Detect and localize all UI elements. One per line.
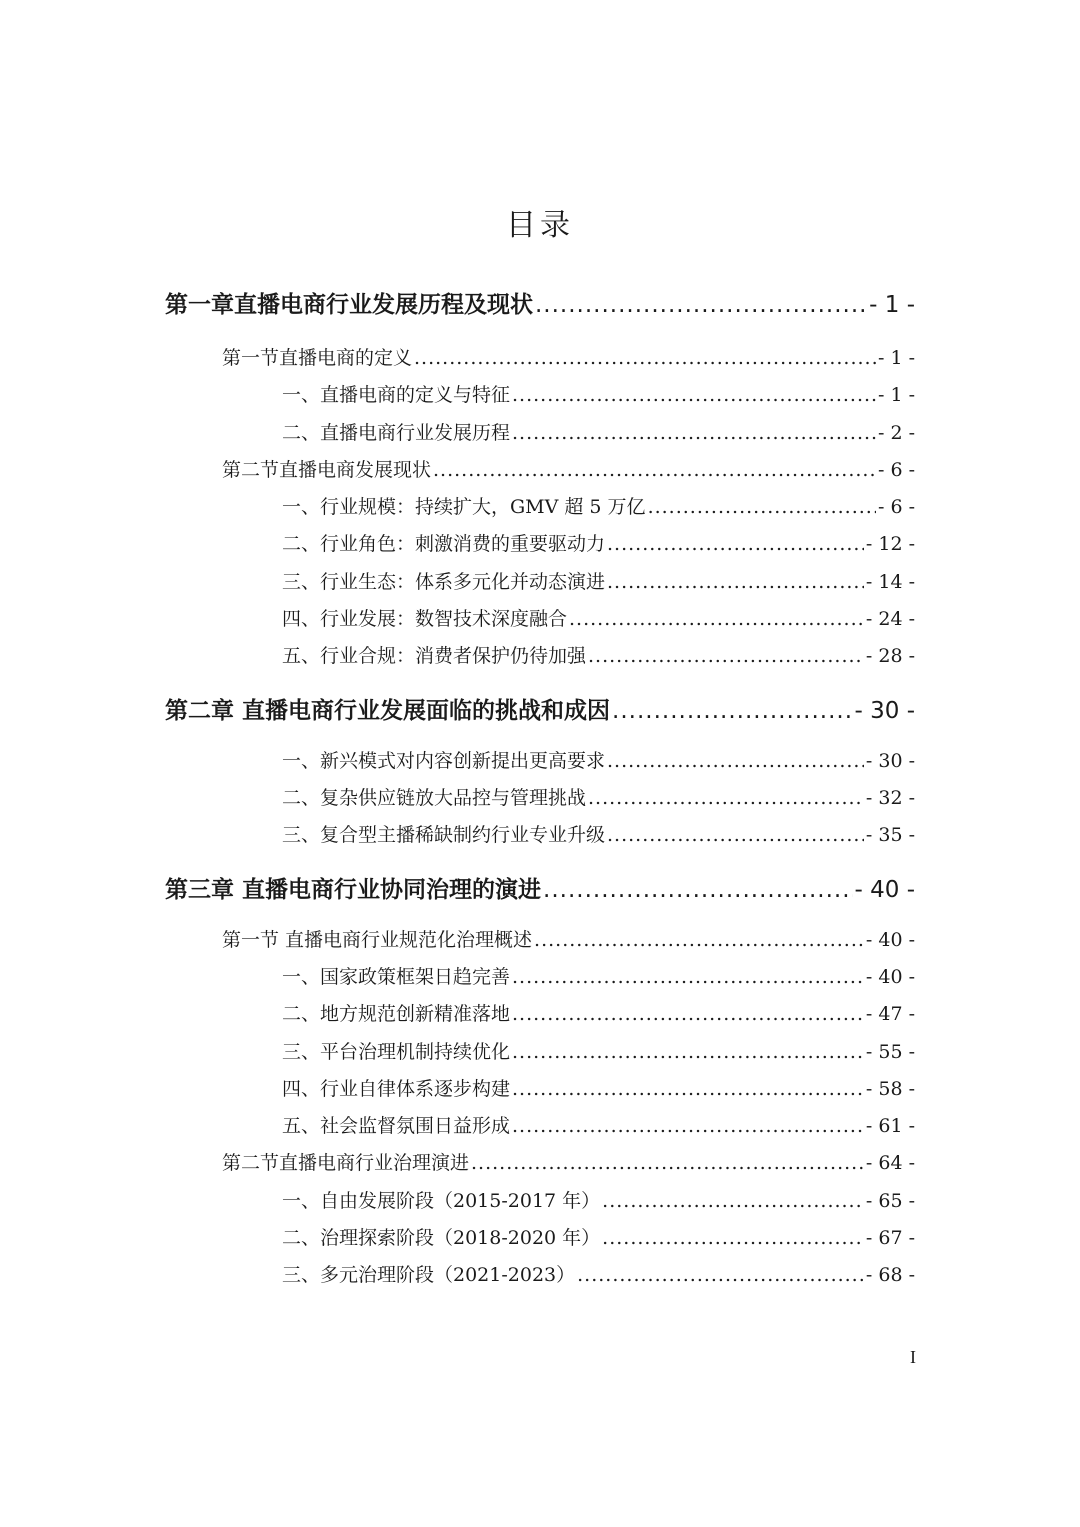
dot-leader [512, 1003, 864, 1025]
dot-leader [512, 1041, 864, 1063]
toc-section-entry[interactable] [222, 925, 915, 952]
toc-entry-label: 一、直播电商的定义与特征 [282, 384, 511, 406]
toc-entry-page: - 47 - [865, 1003, 915, 1025]
toc-subsection-entry[interactable] [282, 1111, 915, 1138]
toc-section-entry[interactable] [222, 343, 915, 370]
dot-leader [607, 533, 864, 555]
toc-entry-label: 三、多元治理阶段（2021-2023） [282, 1264, 576, 1286]
toc-entry-label: 二、复杂供应链放大品控与管理挑战 [282, 787, 587, 809]
dot-leader [607, 571, 864, 593]
dot-leader [607, 824, 864, 846]
toc-chapter-entry[interactable] [165, 871, 915, 904]
toc-entry-label: 第三章 直播电商行业协同治理的演进 [165, 877, 542, 903]
toc-entry-label: 三、平台治理机制持续优化 [282, 1041, 511, 1063]
toc-chapter-entry[interactable] [165, 692, 915, 725]
toc-subsection-entry[interactable] [282, 783, 915, 810]
toc-entry-label: 五、行业合规：消费者保护仍待加强 [282, 645, 587, 667]
toc-title: 目录 [506, 208, 574, 243]
dot-leader [535, 292, 867, 318]
toc-entry-page: - 28 - [865, 645, 915, 667]
dot-leader [512, 1078, 864, 1100]
dot-leader [602, 1190, 864, 1212]
toc-entry-page: - 40 - [854, 877, 915, 903]
toc-entry-label: 三、行业生态：体系多元化并动态演进 [282, 571, 606, 593]
dot-leader [588, 787, 864, 809]
toc-entry-page: - 6 - [877, 459, 915, 481]
dot-leader [512, 384, 876, 406]
dot-leader [471, 1152, 864, 1174]
dot-leader [648, 496, 876, 518]
dot-leader [512, 422, 876, 444]
toc-entry-page: - 14 - [865, 571, 915, 593]
toc-entry-label: 第二节直播电商发展现状 [222, 459, 432, 481]
toc-entry-page: - 1 - [877, 347, 915, 369]
dot-leader [588, 645, 864, 667]
toc-entry-page: - 24 - [865, 608, 915, 630]
toc-entry-page: - 30 - [854, 698, 915, 724]
toc-subsection-entry[interactable] [282, 820, 915, 847]
toc-entry-page: - 6 - [877, 496, 915, 518]
toc-subsection-entry[interactable] [282, 641, 915, 668]
toc-subsection-entry[interactable] [282, 529, 915, 556]
toc-subsection-entry[interactable] [282, 418, 915, 445]
toc-entry-page: - 12 - [865, 533, 915, 555]
toc-entry-page: - 1 - [869, 292, 915, 318]
toc-entry-label: 第二章 直播电商行业发展面临的挑战和成因 [165, 698, 611, 724]
toc-entry-page: - 2 - [877, 422, 915, 444]
toc-subsection-entry[interactable] [282, 1037, 915, 1064]
dot-leader [543, 877, 852, 903]
dot-leader [569, 608, 864, 630]
toc-subsection-entry[interactable] [282, 1074, 915, 1101]
toc-entry-label: 第一章直播电商行业发展历程及现状 [165, 292, 533, 318]
dot-leader [602, 1227, 864, 1249]
toc-entry-page: - 40 - [865, 966, 915, 988]
toc-entry-label: 一、新兴模式对内容创新提出更高要求 [282, 750, 606, 772]
toc-entry-label: 第一节 直播电商行业规范化治理概述 [222, 929, 533, 951]
toc-subsection-entry[interactable] [282, 1223, 915, 1250]
toc-subsection-entry[interactable] [282, 962, 915, 989]
toc-subsection-entry[interactable] [282, 604, 915, 631]
toc-subsection-entry[interactable] [282, 1186, 915, 1213]
toc-section-entry[interactable] [222, 455, 915, 482]
toc-entry-label: 二、行业角色：刺激消费的重要驱动力 [282, 533, 606, 555]
dot-leader [607, 750, 864, 772]
toc-entry-label: 四、行业发展：数智技术深度融合 [282, 608, 568, 630]
toc-entry-page: - 61 - [865, 1115, 915, 1137]
toc-entry-label: 五、社会监督氛围日益形成 [282, 1115, 511, 1137]
toc-entry-label: 二、地方规范创新精准落地 [282, 1003, 511, 1025]
toc-entry-page: - 30 - [865, 750, 915, 772]
toc-subsection-entry[interactable] [282, 492, 915, 519]
toc-subsection-entry[interactable] [282, 380, 915, 407]
page-number: I [910, 1347, 916, 1367]
toc-entry-page: - 40 - [865, 929, 915, 951]
dot-leader [512, 1115, 864, 1137]
toc-subsection-entry[interactable] [282, 1260, 915, 1287]
toc-subsection-entry[interactable] [282, 999, 915, 1026]
dot-leader [512, 966, 864, 988]
toc-subsection-entry[interactable] [282, 746, 915, 773]
dot-leader [612, 698, 852, 724]
dot-leader [577, 1264, 864, 1286]
toc-entry-page: - 64 - [865, 1152, 915, 1174]
toc-chapter-entry[interactable] [165, 286, 915, 319]
toc-entry-label: 一、行业规模：持续扩大，GMV 超 5 万亿 [282, 496, 646, 518]
toc-entry-page: - 68 - [865, 1264, 915, 1286]
toc-entry-page: - 65 - [865, 1190, 915, 1212]
toc-subsection-entry[interactable] [282, 567, 915, 594]
toc-entry-label: 二、直播电商行业发展历程 [282, 422, 511, 444]
toc-entry-page: - 35 - [865, 824, 915, 846]
toc-entry-page: - 58 - [865, 1078, 915, 1100]
toc-entry-label: 第二节直播电商行业治理演进 [222, 1152, 470, 1174]
toc-entry-page: - 32 - [865, 787, 915, 809]
toc-entry-page: - 55 - [865, 1041, 915, 1063]
toc-entry-page: - 1 - [877, 384, 915, 406]
dot-leader [414, 347, 876, 369]
toc-entry-label: 一、国家政策框架日趋完善 [282, 966, 511, 988]
toc-entry-label: 三、复合型主播稀缺制约行业专业升级 [282, 824, 606, 846]
toc-entry-label: 二、治理探索阶段（2018-2020 年） [282, 1227, 601, 1249]
toc-entry-page: - 67 - [865, 1227, 915, 1249]
toc-entry-label: 四、行业自律体系逐步构建 [282, 1078, 511, 1100]
toc-section-entry[interactable] [222, 1148, 915, 1175]
toc-entry-label: 一、自由发展阶段（2015-2017 年） [282, 1190, 601, 1212]
dot-leader [534, 929, 864, 951]
toc-entry-label: 第一节直播电商的定义 [222, 347, 413, 369]
dot-leader [433, 459, 876, 481]
